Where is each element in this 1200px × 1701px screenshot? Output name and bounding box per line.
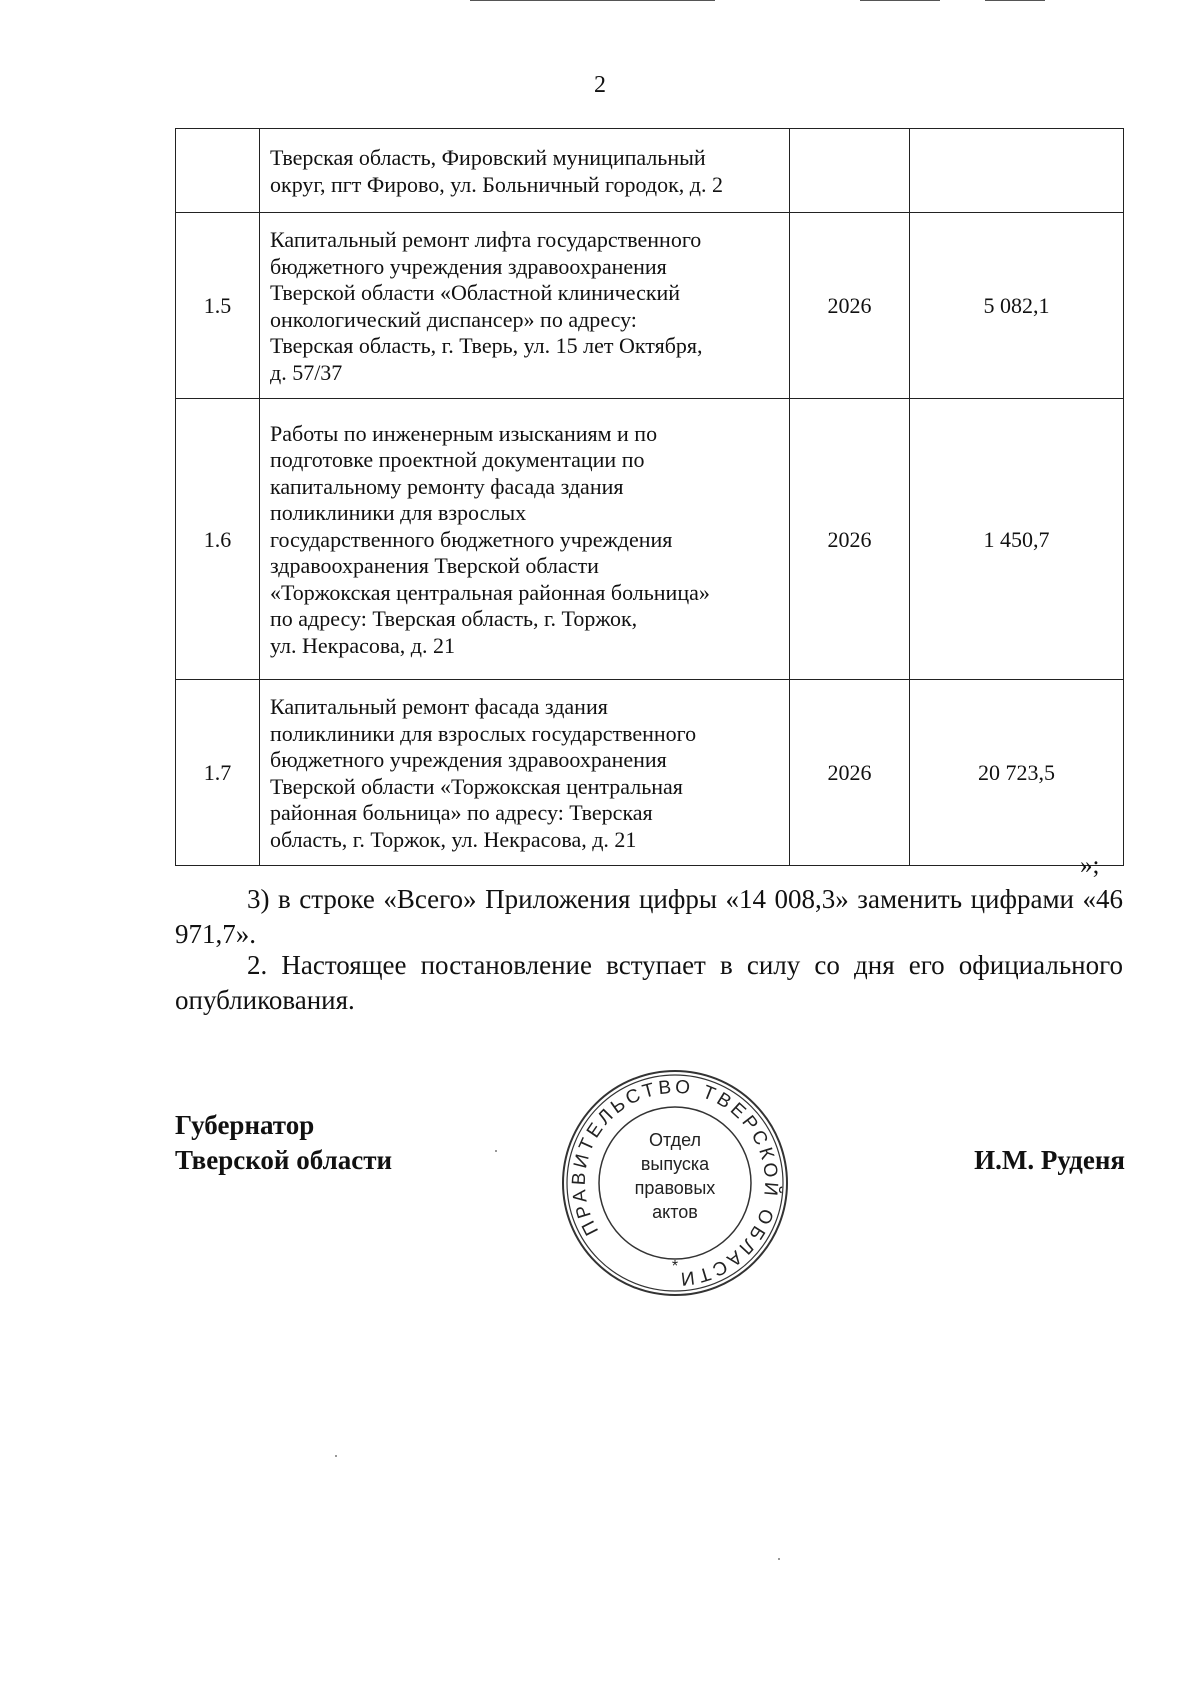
row-number-cell [176, 129, 260, 213]
description-line: ул. Некрасова, д. 21 [270, 632, 455, 658]
stamp-ring-textpath: ПРАВИТЕЛЬСТВО ТВЕРСКОЙ ОБЛАСТИ [568, 1076, 782, 1290]
description-line: Тверская область, Фировский муниципальный [270, 145, 706, 170]
description-line: поликлиники для взрослых государственного [270, 720, 697, 746]
signer-title-line: Тверской области [175, 1145, 393, 1175]
signer-title-line: Губернатор [175, 1110, 315, 1140]
scan-edge-line [470, 0, 715, 1]
paragraph-2: 2. Настоящее постановление вступает в силу со дня его официального опубликования. [175, 950, 1123, 1015]
page-number: 2 [594, 72, 606, 98]
stamp-center-text [600, 1128, 750, 1224]
description-line: онкологический диспансер» по адресу: [270, 306, 637, 332]
row-year-cell [790, 129, 910, 213]
row-number-cell: 1.5 [176, 213, 260, 399]
works-table [175, 128, 1124, 866]
table-row [176, 399, 1124, 680]
row-year-cell: 2026 [790, 213, 910, 399]
paragraph-3: 3) в строке «Всего» Приложения цифры «14 008,3» заменить цифрами «46 971,7». [175, 884, 1123, 949]
scan-edge-line [985, 0, 1045, 1]
description-line: Тверской области «Торжокская центральная [270, 773, 683, 799]
official-stamp [560, 1068, 790, 1298]
description-line: округ, пгт Фирово, ул. Больничный городок, д. 2 [270, 171, 723, 197]
description-line: здравоохранения Тверской области [270, 553, 599, 579]
scan-edge-line [860, 0, 940, 1]
description-line: по адресу: Тверская область, г. Торжок, [270, 606, 638, 632]
row-amount-cell [910, 129, 1124, 213]
stamp-center-line: актов [652, 1202, 698, 1222]
row-number-cell: 1.6 [176, 399, 260, 680]
signer-title [175, 1108, 392, 1178]
scan-speck [335, 1455, 337, 1457]
closing-quote: »; [1080, 852, 1100, 879]
description-line: «Торжокская центральная районная больница» [270, 579, 710, 605]
row-amount-cell: 5 082,1 [910, 213, 1124, 399]
table-row [176, 680, 1124, 866]
scan-speck [778, 1558, 780, 1560]
row-description-cell [260, 399, 790, 680]
description-line: государственного бюджетного учреждения [270, 526, 673, 552]
row-year-cell: 2026 [790, 680, 910, 866]
signer-name: И.М. Руденя [974, 1145, 1125, 1175]
row-number-cell: 1.7 [176, 680, 260, 866]
description-line: бюджетного учреждения здравоохранения [270, 253, 667, 279]
description-line: Тверская область, г. Тверь, ул. 15 лет Октября, [270, 333, 703, 358]
row-description-cell [260, 680, 790, 866]
description-line: Тверской области «Областной клинический [270, 280, 681, 305]
row-description-cell [260, 129, 790, 213]
description-line: подготовке проектной документации по [270, 447, 645, 473]
scan-speck [495, 1150, 497, 1152]
stamp-center-line: Отдел [648, 1130, 702, 1150]
row-amount-cell: 20 723,5 [910, 680, 1124, 866]
table-row-continuation [176, 129, 1124, 213]
description-line: д. 57/37 [270, 359, 343, 385]
description-line: капитальному ремонту фасада здания [270, 473, 624, 499]
description-line: Капитальный ремонт фасада здания [270, 694, 608, 719]
table-row [176, 213, 1124, 399]
description-line: Капитальный ремонт лифта государственного [270, 227, 702, 252]
stamp-center-line: выпуска [640, 1154, 710, 1174]
description-line: районная больница» по адресу: Тверская [270, 800, 653, 825]
row-description-cell [260, 213, 790, 399]
stamp-center-line: правовых [634, 1178, 716, 1198]
description-line: поликлиники для взрослых [270, 500, 527, 526]
description-line: область, г. Торжок, ул. Некрасова, д. 21 [270, 826, 637, 852]
row-amount-cell: 1 450,7 [910, 399, 1124, 680]
row-year-cell: 2026 [790, 399, 910, 680]
description-line: бюджетного учреждения здравоохранения [270, 747, 667, 772]
stamp-star: * [671, 1258, 679, 1275]
description-line: Работы по инженерным изысканиям и по [270, 420, 658, 446]
